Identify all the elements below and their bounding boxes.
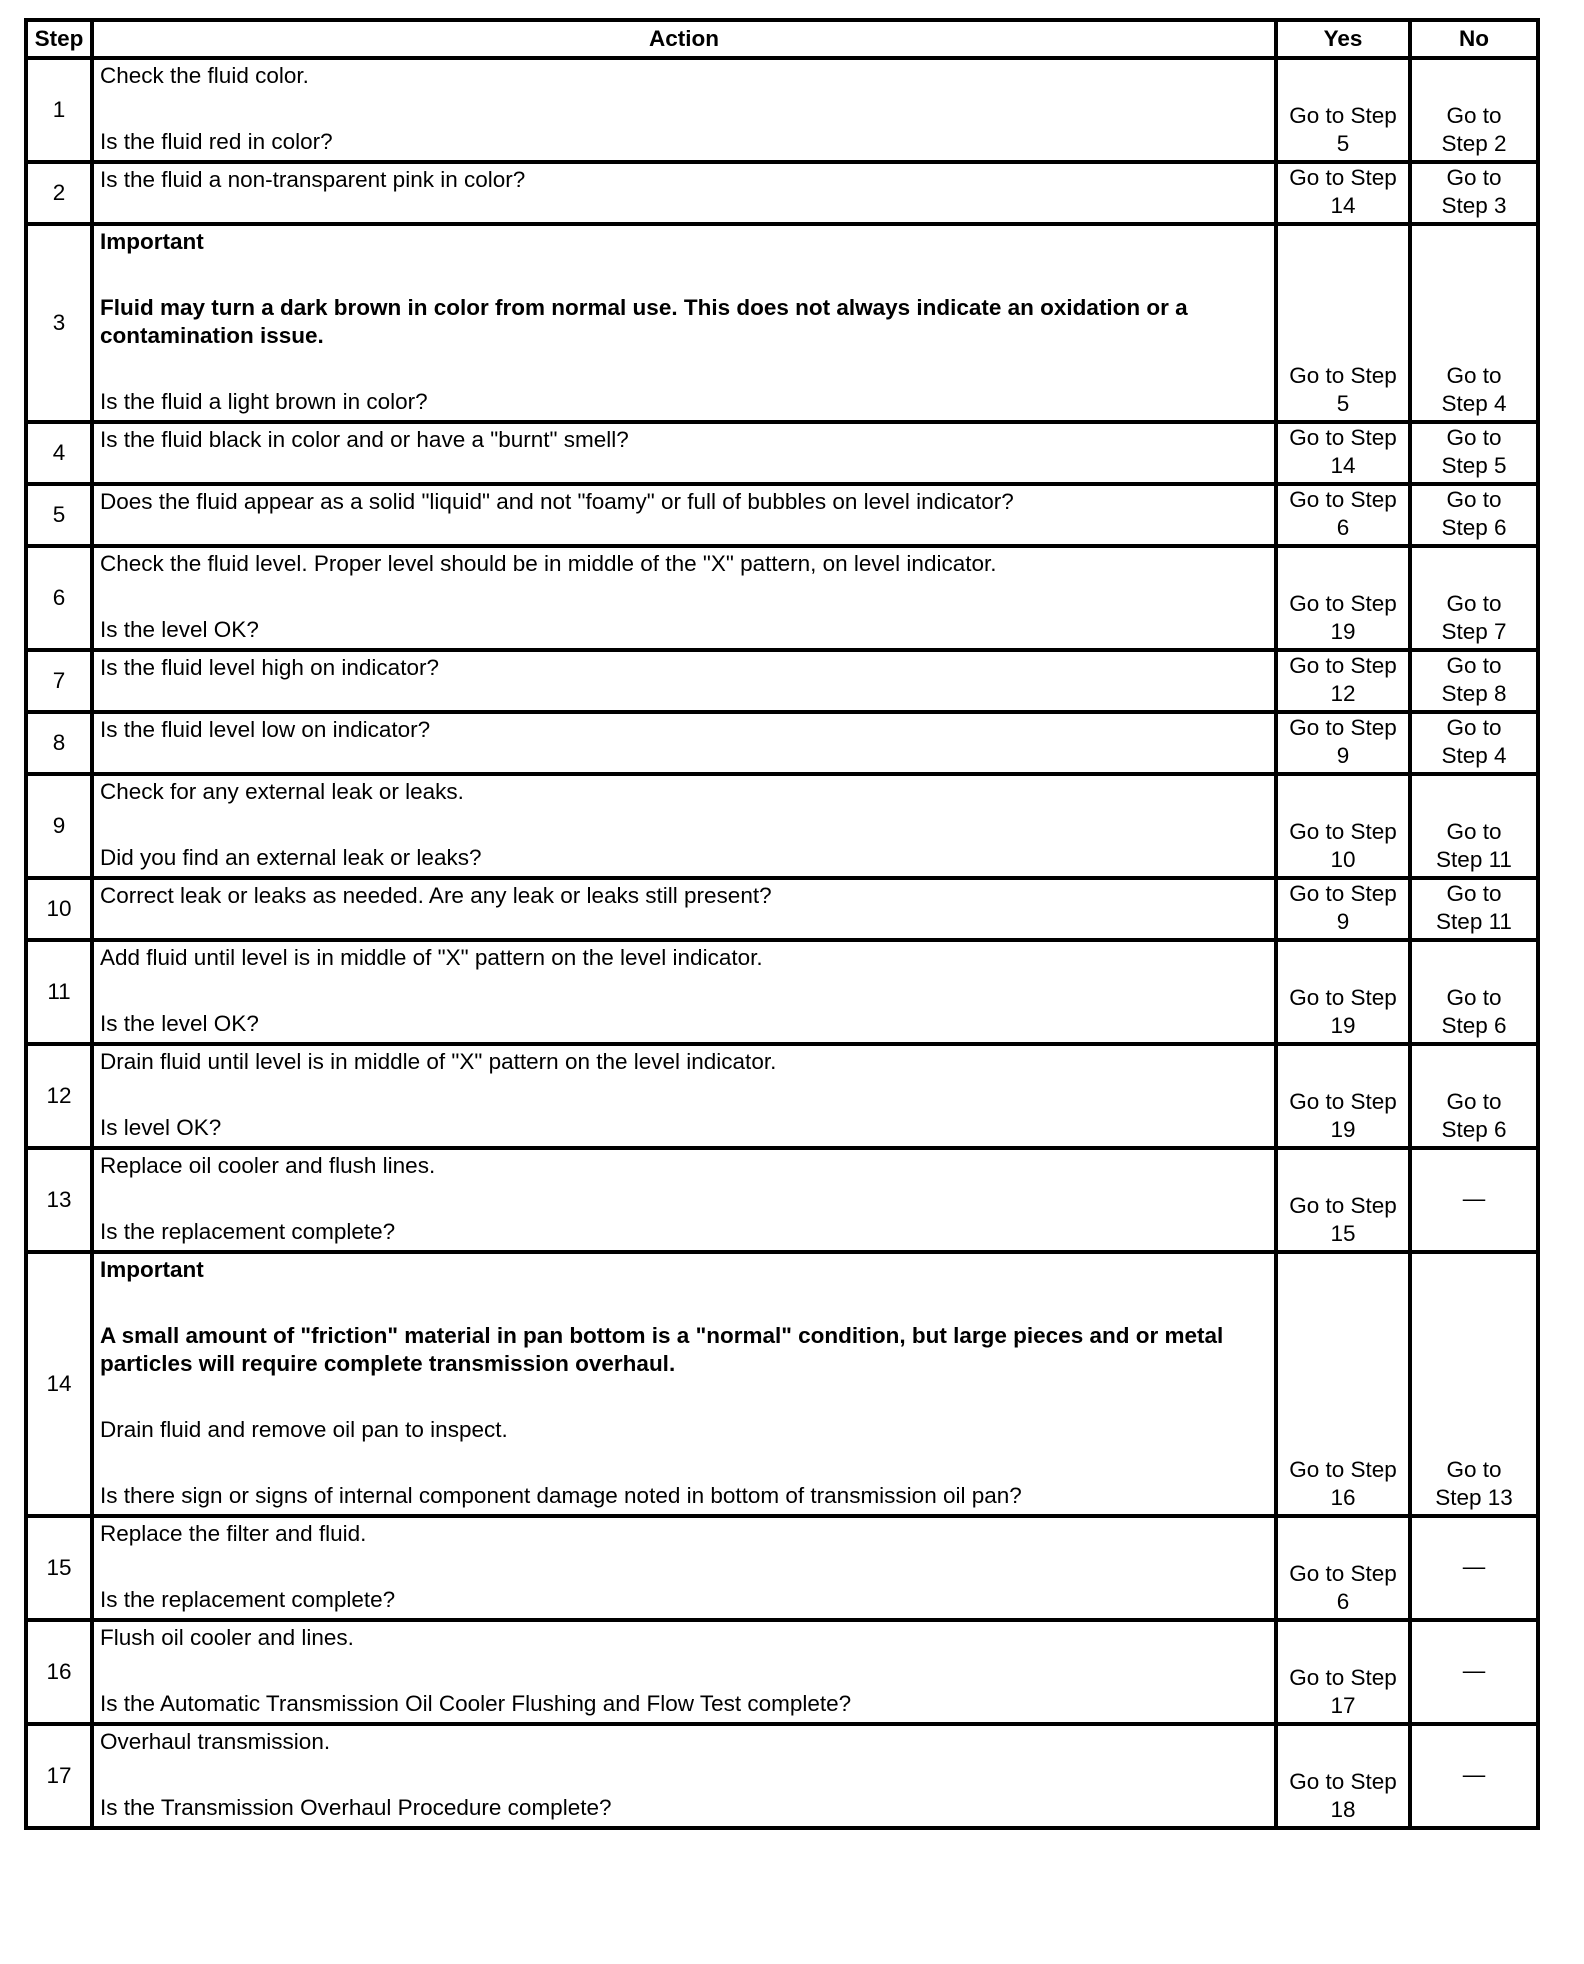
yes-text: 17 <box>1330 1693 1356 1718</box>
yes-text: Go to Step <box>1289 1665 1397 1690</box>
action-text: Drain fluid and remove oil pan to inspect. <box>100 1417 508 1442</box>
no-text: Go to <box>1446 165 1502 190</box>
action-text: Is the Transmission Overhaul Procedure complete? <box>100 1795 612 1820</box>
table-row <box>26 1044 1538 1148</box>
yes-text: Go to Step <box>1289 591 1397 616</box>
action-cell <box>92 58 1276 162</box>
action-text: Drain fluid until level is in middle of "X" pattern on the level indicator. <box>100 1049 777 1074</box>
paragraph-gap <box>100 1548 1270 1586</box>
no-text: Go to <box>1446 591 1502 616</box>
header-no: No <box>1410 20 1538 58</box>
action-text: Is the fluid black in color and or have a "burnt" smell? <box>100 427 629 452</box>
no-text: Step 4 <box>1441 743 1507 768</box>
no-cell <box>1410 484 1538 546</box>
yes-cell <box>1276 650 1410 712</box>
no-cell <box>1410 58 1538 162</box>
step-number: 7 <box>26 650 92 712</box>
table-row <box>26 774 1538 878</box>
important-text: Important <box>100 229 204 254</box>
action-text: Replace oil cooler and flush lines. <box>100 1153 436 1178</box>
yes-text: 6 <box>1336 1589 1350 1614</box>
paragraph-gap <box>100 1378 1270 1416</box>
action-text: Correct leak or leaks as needed. Are any leak or leaks still present? <box>100 883 772 908</box>
yes-text: Go to Step <box>1289 881 1397 906</box>
paragraph-gap <box>100 350 1270 388</box>
action-text: Does the fluid appear as a solid "liquid" and not "foamy" or full of bubbles on level indicator? <box>100 489 1014 514</box>
action-text: Flush oil cooler and lines. <box>100 1625 354 1650</box>
no-text: Go to <box>1446 425 1502 450</box>
table-row <box>26 878 1538 940</box>
no-text: Step 7 <box>1441 619 1507 644</box>
yes-text: Go to Step <box>1289 363 1397 388</box>
action-text: Overhaul transmission. <box>100 1729 331 1754</box>
action-cell <box>92 940 1276 1044</box>
yes-text: 18 <box>1330 1797 1356 1822</box>
action-text: Is the replacement complete? <box>100 1587 396 1612</box>
step-number: 11 <box>26 940 92 1044</box>
no-dash: — <box>1462 1186 1486 1211</box>
action-text: Is level OK? <box>100 1115 222 1140</box>
no-cell <box>1410 712 1538 774</box>
action-cell <box>92 1148 1276 1252</box>
step-number: 13 <box>26 1148 92 1252</box>
no-text: Step 11 <box>1436 909 1512 934</box>
yes-text: Go to Step <box>1289 1089 1397 1114</box>
paragraph-gap <box>100 90 1270 128</box>
action-cell <box>92 422 1276 484</box>
important-text: Important <box>100 1257 204 1282</box>
action-cell <box>92 1516 1276 1620</box>
no-cell <box>1410 1252 1538 1516</box>
yes-cell <box>1276 712 1410 774</box>
yes-text: Go to Step <box>1289 425 1397 450</box>
paragraph-gap <box>100 1444 1270 1482</box>
paragraph-gap <box>100 1076 1270 1114</box>
step-number: 3 <box>26 224 92 422</box>
action-text: Is the fluid level high on indicator? <box>100 655 439 680</box>
no-cell <box>1410 1724 1538 1828</box>
no-text: Step 6 <box>1441 1013 1507 1038</box>
table-row <box>26 940 1538 1044</box>
yes-cell <box>1276 224 1410 422</box>
no-text: Step 6 <box>1441 1117 1507 1142</box>
yes-text: 10 <box>1330 847 1356 872</box>
no-cell <box>1410 1620 1538 1724</box>
no-cell <box>1410 1516 1538 1620</box>
yes-cell <box>1276 546 1410 650</box>
yes-cell <box>1276 422 1410 484</box>
table-row <box>26 1148 1538 1252</box>
yes-cell <box>1276 162 1410 224</box>
yes-text: Go to Step <box>1289 1561 1397 1586</box>
yes-cell <box>1276 484 1410 546</box>
action-cell <box>92 224 1276 422</box>
action-cell <box>92 878 1276 940</box>
step-number: 16 <box>26 1620 92 1724</box>
yes-text: Go to Step <box>1289 1769 1397 1794</box>
no-text: Step 11 <box>1436 847 1512 872</box>
no-cell <box>1410 162 1538 224</box>
yes-cell <box>1276 878 1410 940</box>
yes-text: 15 <box>1330 1221 1356 1246</box>
header-action: Action <box>92 20 1276 58</box>
table-row <box>26 224 1538 422</box>
table-row <box>26 484 1538 546</box>
no-text: Go to <box>1446 103 1502 128</box>
action-text: Is the fluid level low on indicator? <box>100 717 431 742</box>
yes-text: 14 <box>1330 453 1356 478</box>
action-cell <box>92 1724 1276 1828</box>
no-cell <box>1410 940 1538 1044</box>
step-number: 4 <box>26 422 92 484</box>
no-dash: — <box>1462 1554 1486 1579</box>
yes-text: 6 <box>1336 515 1350 540</box>
action-cell <box>92 546 1276 650</box>
yes-text: Go to Step <box>1289 1193 1397 1218</box>
yes-text: Go to Step <box>1289 985 1397 1010</box>
no-text: Go to <box>1446 363 1502 388</box>
paragraph-gap <box>100 1284 1270 1322</box>
table-row <box>26 712 1538 774</box>
yes-cell <box>1276 1252 1410 1516</box>
step-number: 10 <box>26 878 92 940</box>
yes-text: 16 <box>1330 1485 1356 1510</box>
yes-cell <box>1276 1148 1410 1252</box>
yes-text: 19 <box>1330 1117 1356 1142</box>
step-number: 17 <box>26 1724 92 1828</box>
no-cell <box>1410 422 1538 484</box>
yes-cell <box>1276 58 1410 162</box>
yes-cell <box>1276 1044 1410 1148</box>
action-text: Check the fluid color. <box>100 63 309 88</box>
table-row <box>26 1620 1538 1724</box>
paragraph-gap <box>100 806 1270 844</box>
action-cell <box>92 484 1276 546</box>
yes-cell <box>1276 1724 1410 1828</box>
no-text: Go to <box>1446 653 1502 678</box>
action-text: Is the level OK? <box>100 617 259 642</box>
no-cell <box>1410 546 1538 650</box>
action-cell <box>92 1620 1276 1724</box>
action-cell <box>92 1044 1276 1148</box>
table-body <box>26 58 1538 1828</box>
yes-text: 5 <box>1336 131 1350 156</box>
action-cell <box>92 1252 1276 1516</box>
step-number: 15 <box>26 1516 92 1620</box>
step-number: 5 <box>26 484 92 546</box>
action-cell <box>92 650 1276 712</box>
yes-text: Go to Step <box>1289 103 1397 128</box>
action-text: Check for any external leak or leaks. <box>100 779 464 804</box>
no-cell <box>1410 1044 1538 1148</box>
action-text: Did you find an external leak or leaks? <box>100 845 482 870</box>
header-row <box>26 20 1538 58</box>
yes-cell <box>1276 774 1410 878</box>
no-text: Step 13 <box>1435 1485 1513 1510</box>
table-row <box>26 1252 1538 1516</box>
paragraph-gap <box>100 1180 1270 1218</box>
paragraph-gap <box>100 972 1270 1010</box>
action-text: Is the fluid a light brown in color? <box>100 389 428 414</box>
yes-text: 14 <box>1330 193 1356 218</box>
action-text: Is the fluid a non-transparent pink in color? <box>100 167 526 192</box>
yes-text: Go to Step <box>1289 653 1397 678</box>
action-text: Is the Automatic Transmission Oil Cooler Flushing and Flow Test complete? <box>100 1691 852 1716</box>
no-cell <box>1410 650 1538 712</box>
table-row <box>26 422 1538 484</box>
paragraph-gap <box>100 256 1270 294</box>
no-text: Go to <box>1446 487 1502 512</box>
no-cell <box>1410 1148 1538 1252</box>
action-text: Add fluid until level is in middle of "X" pattern on the level indicator. <box>100 945 763 970</box>
yes-text: 19 <box>1330 619 1356 644</box>
diagnostic-table <box>24 18 1540 1830</box>
yes-cell <box>1276 940 1410 1044</box>
important-text: Fluid may turn a dark brown in color from normal use. This does not always indicate an oxidation or a contamination issue. <box>100 295 1194 348</box>
action-text: Is the level OK? <box>100 1011 259 1036</box>
no-text: Step 4 <box>1441 391 1507 416</box>
yes-cell <box>1276 1620 1410 1724</box>
no-cell <box>1410 774 1538 878</box>
no-text: Go to <box>1446 1457 1502 1482</box>
action-cell <box>92 162 1276 224</box>
no-text: Go to <box>1446 715 1502 740</box>
step-number: 2 <box>26 162 92 224</box>
yes-text: Go to Step <box>1289 487 1397 512</box>
step-number: 6 <box>26 546 92 650</box>
yes-text: Go to Step <box>1289 165 1397 190</box>
paragraph-gap <box>100 1652 1270 1690</box>
action-text: Replace the filter and fluid. <box>100 1521 367 1546</box>
no-text: Step 3 <box>1441 193 1507 218</box>
no-text: Step 8 <box>1441 681 1507 706</box>
step-number: 8 <box>26 712 92 774</box>
yes-text: 12 <box>1330 681 1356 706</box>
table-row <box>26 650 1538 712</box>
step-number: 9 <box>26 774 92 878</box>
yes-text: 9 <box>1336 743 1350 768</box>
action-text: Is the fluid red in color? <box>100 129 333 154</box>
no-dash: — <box>1462 1762 1486 1787</box>
important-text: A small amount of "friction" material in pan bottom is a "normal" condition, but large pieces and or metal particles will require complete transmission overhaul. <box>100 1323 1230 1376</box>
yes-cell <box>1276 1516 1410 1620</box>
no-cell <box>1410 878 1538 940</box>
yes-text: Go to Step <box>1289 819 1397 844</box>
diagnostic-table-container <box>24 18 1536 1830</box>
paragraph-gap <box>100 578 1270 616</box>
table-row <box>26 1724 1538 1828</box>
yes-text: Go to Step <box>1289 1457 1397 1482</box>
header-yes: Yes <box>1276 20 1410 58</box>
yes-text: 5 <box>1336 391 1350 416</box>
yes-text: 9 <box>1336 909 1350 934</box>
yes-text: Go to Step <box>1289 715 1397 740</box>
step-number: 12 <box>26 1044 92 1148</box>
no-text: Step 2 <box>1441 131 1507 156</box>
action-cell <box>92 774 1276 878</box>
no-cell <box>1410 224 1538 422</box>
table-row <box>26 546 1538 650</box>
paragraph-gap <box>100 1756 1270 1794</box>
yes-text: 19 <box>1330 1013 1356 1038</box>
action-text: Is there sign or signs of internal component damage noted in bottom of transmission oil pan? <box>100 1483 1022 1508</box>
step-number: 1 <box>26 58 92 162</box>
step-number: 14 <box>26 1252 92 1516</box>
no-text: Step 5 <box>1441 453 1507 478</box>
table-row <box>26 58 1538 162</box>
table-row <box>26 162 1538 224</box>
no-text: Step 6 <box>1441 515 1507 540</box>
action-text: Is the replacement complete? <box>100 1219 396 1244</box>
no-text: Go to <box>1446 985 1502 1010</box>
no-text: Go to <box>1446 819 1502 844</box>
no-text: Go to <box>1446 1089 1502 1114</box>
action-cell <box>92 712 1276 774</box>
no-dash: — <box>1462 1658 1486 1683</box>
header-step: Step <box>26 20 92 58</box>
action-text: Check the fluid level. Proper level should be in middle of the "X" pattern, on level indicator. <box>100 551 997 576</box>
no-text: Go to <box>1446 881 1502 906</box>
table-row <box>26 1516 1538 1620</box>
